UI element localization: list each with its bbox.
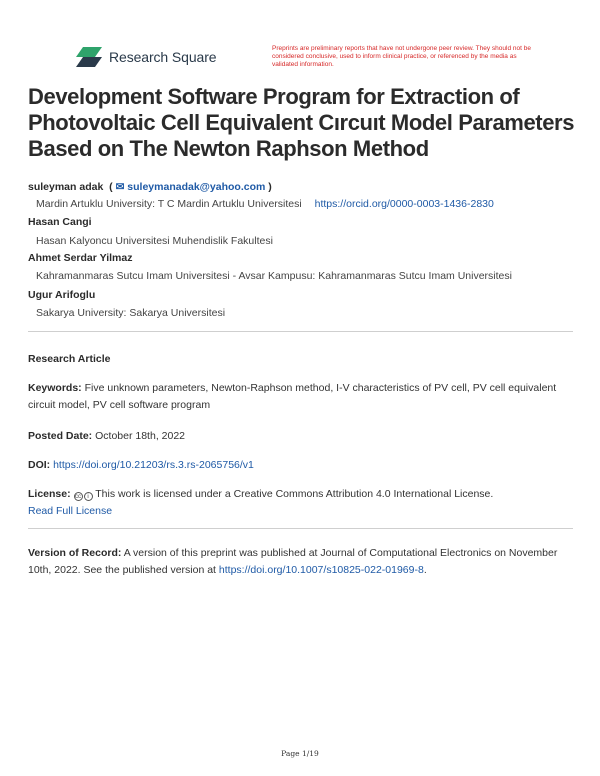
email-icon: ✉ bbox=[115, 181, 125, 193]
research-square-logo[interactable] bbox=[76, 47, 216, 67]
posted-date-label: Posted Date: bbox=[28, 430, 93, 442]
doi bbox=[28, 457, 568, 474]
section-divider bbox=[28, 331, 573, 332]
preprint-notice: Preprints are preliminary reports that have not undergone peer review. They should not be considered conclusive, used to inform clinical practice, or referenced by the media as validated information. bbox=[272, 45, 531, 68]
author-affiliation: Hasan Kalyoncu Universitesi Muhendislik Fakultesi bbox=[36, 235, 273, 247]
email-close-paren: ) bbox=[268, 181, 272, 193]
author-name-text: suleyman adak bbox=[28, 181, 104, 193]
doi-label: DOI: bbox=[28, 459, 51, 471]
version-of-record-label: Version of Record: bbox=[28, 547, 122, 559]
author-affiliation: Kahramanmaras Sutcu Imam Universitesi - Avsar Kampusu: Kahramanmaras Sutcu Imam Universitesi bbox=[36, 270, 512, 282]
section-divider bbox=[28, 528, 573, 529]
article-type: Research Article bbox=[28, 353, 111, 365]
author-email-link[interactable]: suleymanadak@yahoo.com bbox=[127, 181, 266, 193]
author-affiliation: Sakarya University: Sakarya Universitesi bbox=[36, 307, 226, 319]
author-name: Hasan Cangi bbox=[28, 216, 92, 228]
email-open-paren: ( bbox=[106, 181, 113, 193]
version-of-record-link[interactable]: https://doi.org/10.1007/s10825-022-01969-8 bbox=[218, 564, 424, 576]
orcid-link[interactable]: https://orcid.org/0000-0003-1436-2830 bbox=[314, 198, 494, 210]
page-number: Page 1/19 bbox=[281, 749, 319, 758]
version-of-record-end: . bbox=[423, 564, 427, 576]
license-text: This work is licensed under a Creative Commons Attribution 4.0 International License. bbox=[95, 488, 494, 500]
cc-icon: cc bbox=[75, 494, 82, 500]
license-label: License: bbox=[28, 488, 71, 500]
posted-date bbox=[28, 428, 568, 445]
author-affiliation bbox=[36, 198, 494, 210]
research-square-logo-icon bbox=[76, 47, 102, 67]
keywords bbox=[28, 380, 568, 414]
keywords-value: Five unknown parameters, Newton-Raphson method, I-V characteristics of PV cell, PV cell equivalent circuit model, PV cell software program bbox=[28, 382, 557, 411]
page-title: Development Software Program for Extraction of Photovoltaic Cell Equivalent Cırcuıt Model Parameters Based on The Newton Raphson Method bbox=[28, 84, 575, 161]
license bbox=[28, 486, 568, 520]
cc-by-icon: i bbox=[84, 492, 93, 501]
posted-date-value: October 18th, 2022 bbox=[95, 430, 186, 442]
version-of-record-text: A version of this preprint was published at Journal of Computational Electronics on November 10th, 2022. See the published version at bbox=[28, 547, 558, 576]
author-name: Ugur Arifoglu bbox=[28, 289, 96, 301]
version-of-record bbox=[28, 545, 568, 579]
logo-text: Research Square bbox=[109, 49, 217, 65]
doi-link[interactable]: https://doi.org/10.21203/rs.3.rs-2065756/v1 bbox=[53, 459, 254, 471]
read-full-license-link[interactable]: Read Full License bbox=[28, 505, 113, 517]
keywords-label: Keywords: bbox=[28, 382, 82, 394]
author-name bbox=[28, 181, 272, 193]
affiliation-text: Mardin Artuklu University: T C Mardin Artuklu Universitesi bbox=[36, 198, 302, 210]
author-name: Ahmet Serdar Yilmaz bbox=[28, 252, 133, 264]
